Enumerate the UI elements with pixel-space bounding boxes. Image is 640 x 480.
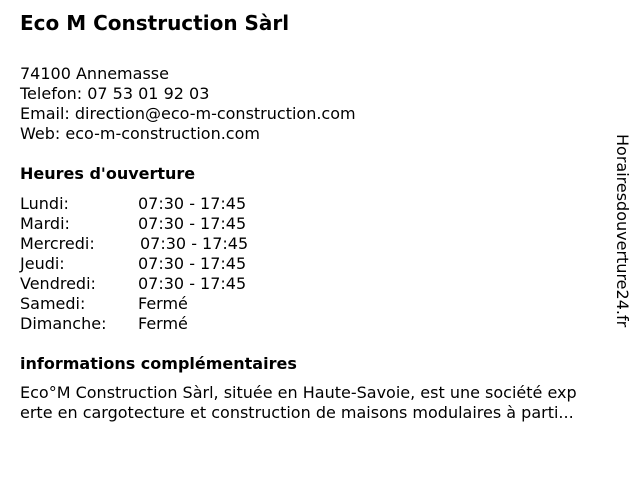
email-line[interactable]: Email: direction@eco-m-construction.com [20, 104, 356, 123]
day-label: Samedi: [20, 294, 86, 313]
day-label: Lundi: [20, 194, 69, 213]
day-hours: Fermé [138, 314, 188, 333]
hours-row-sunday [20, 314, 320, 334]
hours-row-thursday [20, 254, 320, 274]
day-hours: 07:30 - 17:45 [138, 214, 247, 233]
description-line: Eco°M Construction Sàrl, située en Haute-Savoie, est une société exp [20, 383, 577, 402]
day-label: Mercredi: [20, 234, 95, 253]
opening-hours-heading: Heures d'ouverture [20, 164, 196, 183]
address-line: 74100 Annemasse [20, 64, 169, 83]
day-label: Dimanche: [20, 314, 107, 333]
site-watermark: Horairesdouverture24.fr [613, 134, 632, 328]
day-hours: 07:30 - 17:45 [138, 274, 247, 293]
day-hours: 07:30 - 17:45 [138, 194, 247, 213]
contact-block [20, 64, 356, 144]
hours-row-wednesday [20, 234, 320, 254]
opening-hours-table [20, 194, 320, 334]
day-label: Jeudi: [20, 254, 65, 273]
day-label: Vendredi: [20, 274, 96, 293]
business-name: Eco M Construction Sàrl [20, 11, 290, 35]
hours-row-friday [20, 274, 320, 294]
day-hours: 07:30 - 17:45 [138, 254, 247, 273]
description-line: erte en cargotecture et construction de maisons modulaires à parti... [20, 403, 574, 422]
day-label: Mardi: [20, 214, 70, 233]
day-hours: Fermé [138, 294, 188, 313]
hours-row-tuesday [20, 214, 320, 234]
additional-info-heading: informations complémentaires [20, 354, 297, 373]
phone-line[interactable]: Telefon: 07 53 01 92 03 [20, 84, 210, 103]
web-line[interactable]: Web: eco-m-construction.com [20, 124, 260, 143]
hours-row-saturday [20, 294, 320, 314]
hours-row-monday [20, 194, 320, 214]
business-description [20, 383, 624, 423]
day-hours: 07:30 - 17:45 [140, 234, 249, 253]
